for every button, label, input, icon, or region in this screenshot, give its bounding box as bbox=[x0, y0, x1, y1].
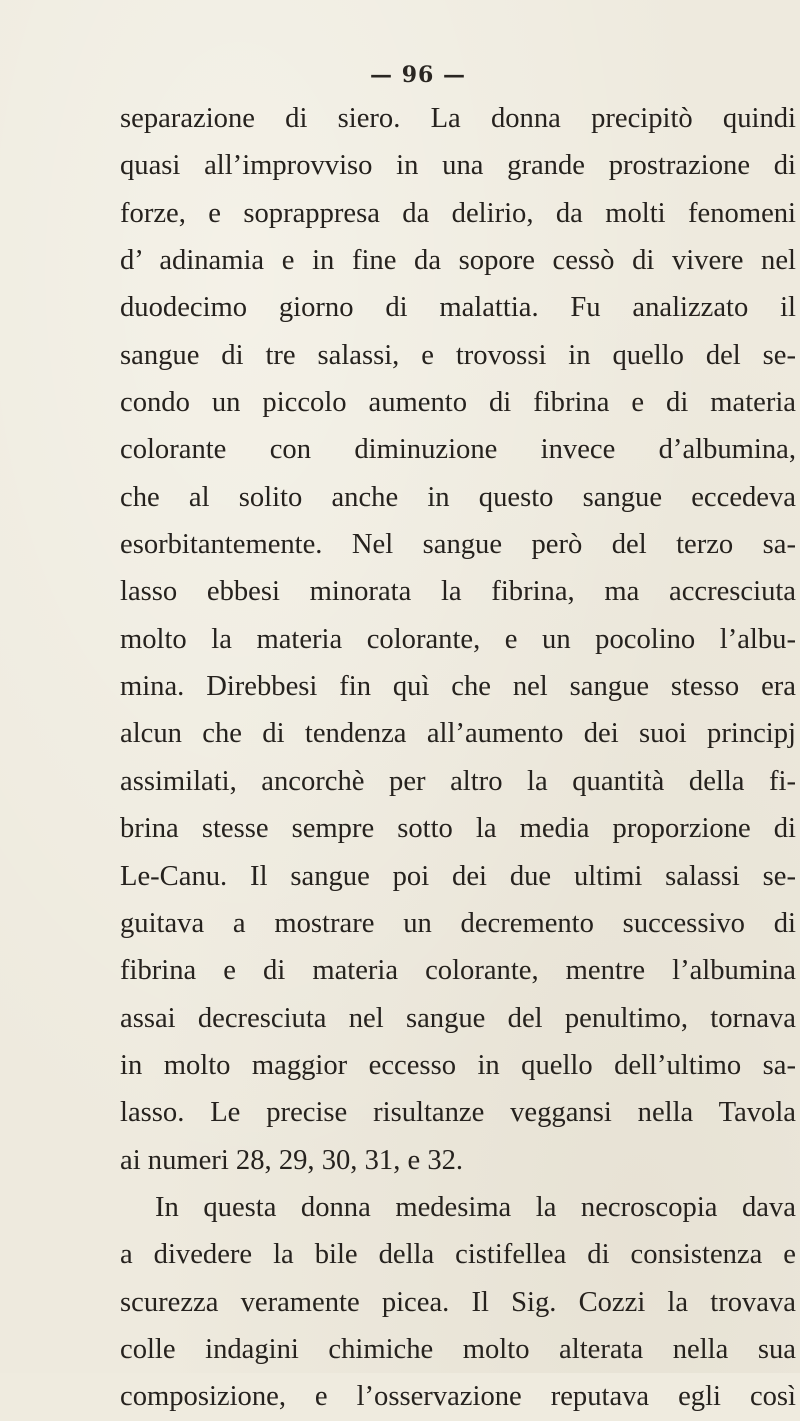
text-line: ai numeri 28, 29, 30, 31, e 32. bbox=[120, 1144, 464, 1176]
body-text bbox=[120, 95, 796, 1421]
text-line: che al solito anche in questo sangue eccedeva bbox=[120, 481, 796, 513]
text-line: guitava a mostrare un decremento successivo di bbox=[120, 907, 796, 939]
text-line: separazione di siero. La donna precipitò quindi bbox=[120, 103, 796, 134]
text-line: esorbitantemente. Nel sangue però del terzo sa- bbox=[120, 529, 796, 561]
text-line: duodecimo giorno di malattia. Fu analizzato il bbox=[120, 292, 796, 324]
text-line: a divedere la bile della cistifellea di consistenza e bbox=[120, 1239, 796, 1271]
text-line: lasso ebbesi minorata la fibrina, ma accresciuta bbox=[120, 576, 796, 608]
text-line: mina. Direbbesi fin quì che nel sangue stesso era bbox=[120, 671, 796, 703]
text-line: in molto maggior eccesso in quello dell’ultimo sa- bbox=[120, 1049, 796, 1081]
text-line: molto la materia colorante, e un pocolino l’albu- bbox=[120, 623, 796, 655]
text-line: Le-Canu. Il sangue poi dei due ultimi salassi se- bbox=[120, 860, 796, 892]
text-line: In questa donna medesima la necroscopia dava bbox=[155, 1191, 796, 1223]
text-line: d’ adinamia e in fine da sopore cessò di vivere nel bbox=[120, 245, 796, 277]
text-line: fibrina e di materia colorante, mentre l’albumina bbox=[120, 955, 796, 987]
text-line: colorante con diminuzione invece d’albumina, bbox=[120, 434, 796, 466]
text-line: sangue di tre salassi, e trovossi in quello del se- bbox=[120, 339, 796, 371]
text-line: composizione, e l’osservazione reputava egli così bbox=[120, 1381, 796, 1413]
text-line: scurezza veramente picea. Il Sig. Cozzi la trovava bbox=[120, 1286, 796, 1318]
text-line: lasso. Le precise risultanze veggansi nella Tavola bbox=[120, 1097, 796, 1129]
text-line: forze, e soprappresa da delirio, da molti fenomeni bbox=[120, 197, 796, 229]
text-line: assai decresciuta nel sangue del penultimo, tornava bbox=[120, 1002, 796, 1034]
text-line: alcun che di tendenza all’aumento dei suoi principj bbox=[120, 718, 796, 750]
text-line: assimilati, ancorchè per altro la quantità della fi- bbox=[120, 765, 796, 797]
text-line: colle indagini chimiche molto alterata nella sua bbox=[120, 1333, 796, 1365]
page-number: — 96 — bbox=[370, 62, 466, 88]
text-line: brina stesse sempre sotto la media proporzione di bbox=[120, 813, 796, 845]
text-line: quasi all’improvviso in una grande prostrazione di bbox=[120, 150, 796, 182]
text-line: condo un piccolo aumento di fibrina e di materia bbox=[120, 387, 796, 419]
